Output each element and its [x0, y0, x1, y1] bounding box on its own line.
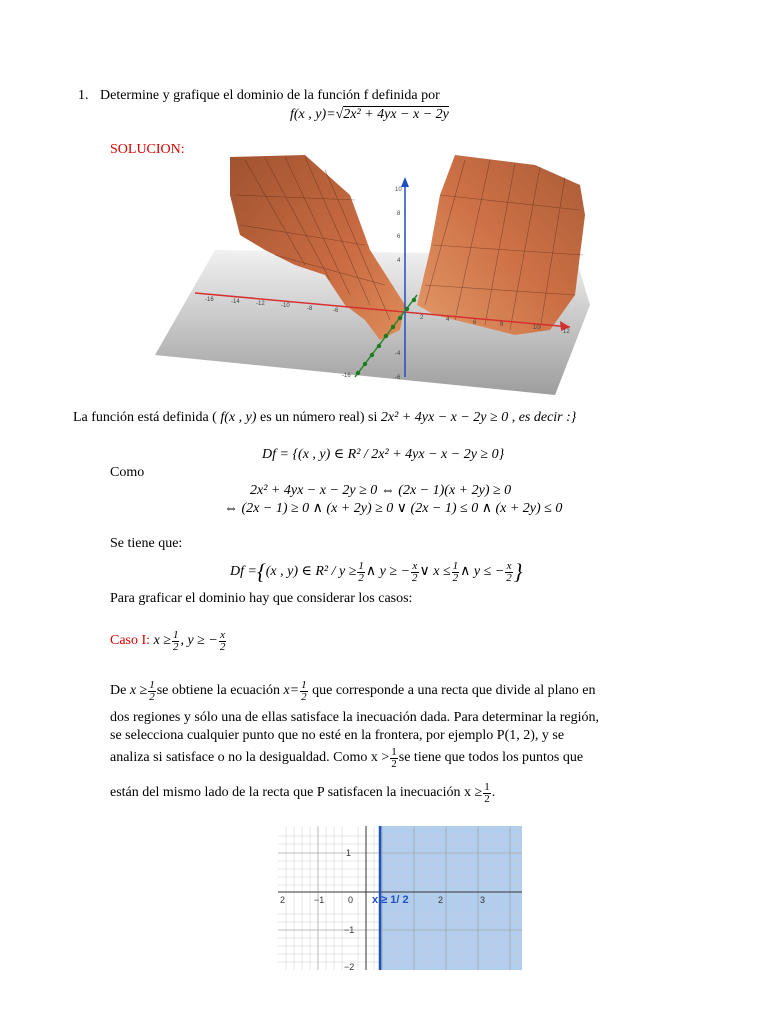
- y-tick-label: −2: [344, 962, 355, 970]
- paragraph-text: .: [491, 785, 496, 800]
- paragraph-text: están del mismo lado de la recta que P satisfacen la inecuación x ≥: [110, 785, 483, 800]
- brace-close-icon: }: [513, 559, 523, 584]
- fraction-one-half: $\frac{1}{2}$: [172, 628, 179, 653]
- fraction-x-half: $\frac{x}{2}$: [506, 559, 512, 584]
- domain-result-and1: ∧ y ≥ −: [365, 564, 411, 579]
- x-tick-label: 4: [446, 317, 450, 323]
- region-2d-plot: [278, 826, 522, 970]
- fraction-one-half: $\frac{1}{2}$: [358, 559, 364, 584]
- definition-middle: es un número real) si: [259, 410, 378, 425]
- z-axis-arrow-icon: [401, 177, 409, 187]
- y-tick-label: -16: [342, 373, 351, 379]
- paragraph-line-1: [110, 676, 596, 706]
- x-tick-label: 8: [500, 322, 504, 328]
- function-lhs: f(x , y)=: [290, 107, 336, 122]
- case-1-cond-b: , y ≥ −: [180, 633, 218, 648]
- fraction-one-half: $\frac{1}{2}$: [452, 559, 459, 584]
- factorization-line-2: ⇔ (2x − 1) ≥ 0 ∧ (x + 2y) ≥ 0 ∨ (2x − 1) ≤ 0 ∧ (x + 2y) ≤ 0: [224, 501, 563, 516]
- x-tick-label: 2: [438, 895, 444, 905]
- problem-statement: Determine y grafique el dominio de la función f definida por: [100, 88, 440, 103]
- x-tick-label: -6: [333, 308, 339, 314]
- z-tick-label: 4: [397, 258, 401, 264]
- se-tiene-label: Se tiene que:: [110, 536, 183, 551]
- case-1: [110, 626, 227, 656]
- paragraph-text: se obtiene la ecuación: [156, 683, 280, 698]
- brace-open-icon: {: [256, 559, 266, 584]
- sqrt-icon: √: [335, 107, 344, 122]
- x-tick-label: -8: [307, 306, 313, 312]
- region-label: x ≥ 1/ 2: [372, 894, 409, 906]
- problem-number: 1.: [78, 88, 89, 103]
- x-tick-label: 10: [533, 325, 540, 331]
- paragraph-text: analiza si satisface o no la desigualdad. Como x >: [110, 750, 390, 765]
- definition-prefix: La función está definida (: [73, 410, 217, 425]
- x-tick-label: 3: [480, 895, 486, 905]
- x-tick-label: -16: [205, 297, 214, 303]
- definition-sentence: [73, 409, 576, 427]
- paragraph-line-5: [110, 778, 495, 808]
- case-1-label: Caso I:: [110, 633, 151, 648]
- fraction-one-half: $\frac{1}{2}$: [301, 678, 307, 703]
- definition-condition: 2x² + 4yx − x − 2y ≥ 0 , es decir :}: [380, 410, 577, 425]
- x-tick-label: 6: [473, 320, 477, 326]
- surface-right-sheet: [417, 155, 585, 335]
- fraction-one-half: $\frac{1}{2}$: [149, 678, 155, 703]
- paragraph-line-4: [110, 743, 583, 773]
- paragraph-text: que corresponde a una recta que divide al plano en: [312, 683, 596, 698]
- z-tick-label: -4: [395, 351, 401, 357]
- z-tick-label: 8: [397, 211, 401, 217]
- z-tick-label: 10: [395, 187, 402, 193]
- fraction-one-half: $\frac{1}{2}$: [484, 780, 490, 805]
- cases-intro: Para graficar el dominio hay que considerar los casos:: [110, 591, 413, 606]
- z-tick-label: -6: [395, 375, 401, 381]
- x-tick-label: −1: [314, 895, 325, 905]
- factorization-line-1: 2x² + 4yx − x − 2y ≥ 0 ⇔ (2x − 1)(x + 2y) ≥ 0: [250, 483, 512, 498]
- x-tick-label: -14: [231, 299, 240, 305]
- z-tick-label: 6: [397, 234, 401, 240]
- function-definition: [290, 106, 449, 124]
- paragraph-line-3: se selecciona cualquier punto que no esté en la frontera, por ejemplo P(1, 2), y se: [110, 728, 565, 743]
- domain-result-and2: ∧ y ≤ −: [460, 564, 505, 579]
- x-tick-label: 2: [420, 315, 424, 321]
- y-tick-label: −1: [344, 925, 355, 935]
- domain-result-set: (x , y) ∈ R² / y ≥: [265, 564, 357, 579]
- paragraph-math: x ≥: [129, 683, 148, 698]
- paragraph-text: De: [110, 683, 127, 698]
- domain-result-lhs: Df =: [230, 564, 257, 579]
- x-tick-label: -10: [281, 303, 290, 309]
- x-tick-label: 12: [563, 329, 570, 335]
- fraction-x-half: $\frac{x}{2}$: [412, 559, 418, 584]
- function-rhs: 2x² + 4yx − x − 2y: [343, 107, 449, 122]
- domain-result: [230, 557, 523, 587]
- fraction-one-half: $\frac{1}{2}$: [391, 745, 397, 770]
- case-1-cond-a: x ≥: [153, 633, 171, 648]
- paragraph-math: x=: [283, 683, 300, 698]
- domain-result-or: ∨ x ≤: [419, 564, 451, 579]
- definition-expr: f(x , y): [220, 410, 257, 425]
- x-tick-label: 2: [280, 895, 286, 905]
- y-tick-label: 1: [346, 848, 352, 858]
- fraction-x-half: $\frac{x}{2}$: [219, 628, 226, 653]
- x-tick-label: -12: [256, 301, 265, 307]
- solution-label: SOLUCION:: [110, 142, 185, 157]
- paragraph-line-2: dos regiones y sólo una de ellas satisface la inecuación dada. Para determinar la región,: [110, 710, 600, 725]
- domain-definition: Df = {(x , y) ∈ R² / 2x² + 4yx − x − 2y ≥ 0}: [262, 447, 505, 462]
- surface-3d-plot: [155, 155, 590, 395]
- como-label: Como: [110, 465, 145, 480]
- x-tick-label: 0: [348, 895, 354, 905]
- paragraph-text: se tiene que todos los puntos que: [398, 750, 584, 765]
